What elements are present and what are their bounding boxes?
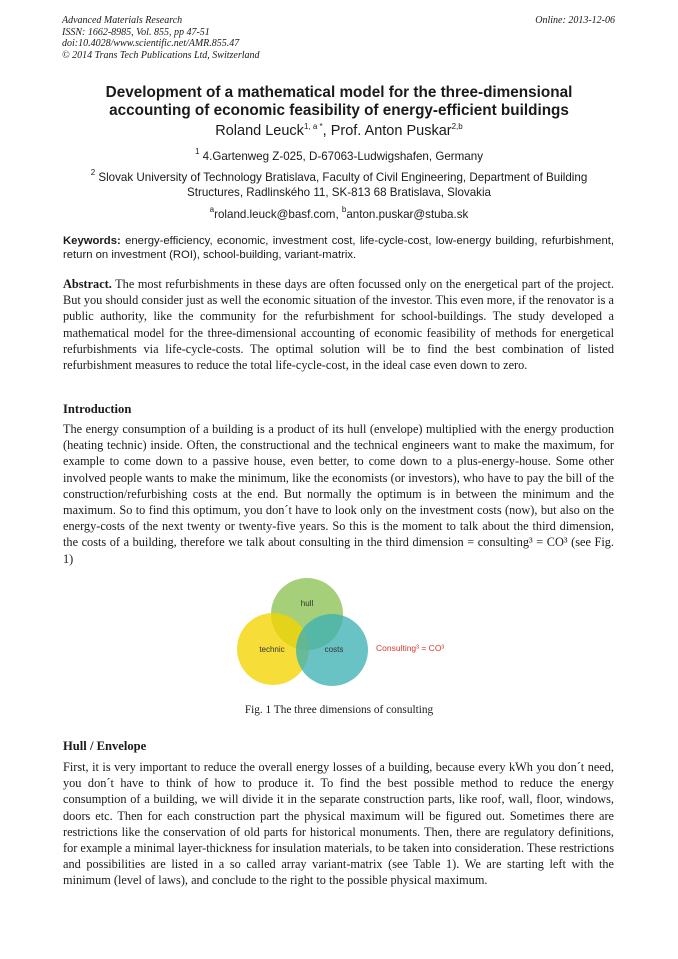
keywords-block: [63, 234, 614, 262]
author-1-superscript: 1, a *: [303, 122, 323, 131]
affiliation-2-line-1: [40, 170, 638, 185]
author-2-name: Prof. Anton Puskar: [330, 123, 452, 139]
author-list: [40, 122, 638, 140]
doi-line: doi:10.4028/www.scientific.net/AMR.855.47: [62, 38, 240, 49]
email-a-superscript: a: [209, 205, 215, 214]
affiliation-1: [40, 149, 638, 164]
technic-label: technic: [259, 645, 285, 654]
abstract-text: The most refurbishments in these days are often focussed only on the energetical part of the project. But you should consider just as well the economic situation of the investor. This even more, if the renovator is a public authority, like the community for the refurbishment for school-buildings. The study developed a mathematical model for the three-dimensional accounting of economic feasibility of methods for energetical refurbishments via life-cycle-costs. The optimal solution will be to find the best combination of listed refurbishment measures to reduce the total life-cycle-cost, in the ideal case even down to zero.: [63, 277, 614, 373]
introduction-heading: Introduction: [63, 402, 132, 416]
affiliation-2: [40, 170, 638, 200]
introduction-paragraph: The energy consumption of a building is a product of its hull (envelope) multiplied with the energy production (heating technic) inside. Often, the constructional and the technical engineers want to make the maximum, for example to come down to a passive house, even better, to come down to a plus-energy-house. Some other involved people wants to make the minimum, like the economists (or investors), who have to pay the bill of the construction/refurbishing costs at the end. But normally the optimum is in between the minimum and the maximum. So to find this optimum, you don´t have to look only on the investment costs (now), but also on the energy-costs of the next twenty or twenty-five years. So this is the moment to talk about the third dimension, the costs of a building, therefore we talk about consulting in the third dimension = consulting³ = CO³ (see Fig. 1): [63, 422, 614, 566]
title-line-2: accounting of economic feasibility of energy-efficient buildings: [109, 102, 569, 119]
abstract-paragraph: [63, 276, 614, 373]
copyright-line: © 2014 Trans Tech Publications Ltd, Switzerland: [62, 49, 260, 61]
consulting-label: Consulting³ = CO³: [376, 643, 445, 653]
keywords-label: Keywords:: [63, 235, 121, 247]
title-line-1: Development of a mathematical model for the three-dimensional: [105, 84, 573, 101]
affiliation-2-number: 2: [90, 168, 96, 177]
hull-label: hull: [300, 599, 314, 608]
journal-name: Advanced Materials Research: [62, 15, 183, 26]
author-emails: [40, 207, 638, 222]
costs-label: costs: [324, 645, 344, 654]
online-date: Online: 2013-12-06: [535, 15, 615, 26]
email-separator: ,: [335, 208, 342, 221]
hull-envelope-paragraph: First, it is very important to reduce the overall energy losses of a building, because every kWh you don´t need, you don´t have to think of how to produce it. To find the best possible method to reduce the energy consumption of a building, we will divide it in the separate construction parts, like roof, wall, floor, windows, doors etc. Then for each construction part the physical maximum will be figured out. Sometimes there are restrictions like the conservation of old parts for historical monuments. Then, there are regulatory definitions, for example a minimal layer-thickness for insulation materials, to be taken into consideration. These restrictions and possibilities are listed in a so called array variant-matrix (see Table 1). We are starting left with the minimum (level of laws), and conclude to the right to the possible physical maximum.: [63, 760, 614, 888]
issn-line: ISSN: 1662-8985, Vol. 855, pp 47-51: [62, 26, 210, 38]
email-a: roland.leuck@basf.com: [214, 208, 336, 221]
author-1-name: Roland Leuck: [215, 123, 304, 139]
abstract-label: Abstract.: [63, 277, 112, 291]
author-2-superscript: 2,b: [451, 122, 463, 131]
affiliation-2-line-2: Structures, Radlinského 11, SK-813 68 Bratislava, Slovakia: [187, 186, 491, 199]
affiliation-2-text-1: Slovak University of Technology Bratislava, Faculty of Civil Engineering, Department of Building: [95, 171, 588, 184]
email-b: anton.puskar@stuba.sk: [346, 208, 469, 221]
keywords-text: energy-efficiency, economic, investment cost, life-cycle-cost, low-energy building, refurbishment, return on investment (ROI), school-building, variant-matrix.: [63, 235, 614, 261]
affiliation-1-number: 1: [194, 147, 200, 156]
affiliation-1-text: 4.Gartenweg Z-025, D-67063-Ludwigshafen, Germany: [199, 150, 483, 163]
author-separator: ,: [322, 123, 331, 139]
email-b-superscript: b: [341, 205, 347, 214]
figure-1-caption: Fig. 1 The three dimensions of consulting: [244, 704, 434, 716]
hull-envelope-heading: Hull / Envelope: [63, 739, 147, 753]
paper-title: [40, 84, 638, 120]
journal-header: [62, 15, 260, 61]
venn-diagram-svg: [230, 574, 470, 694]
figure-1-venn-diagram: [230, 574, 470, 694]
